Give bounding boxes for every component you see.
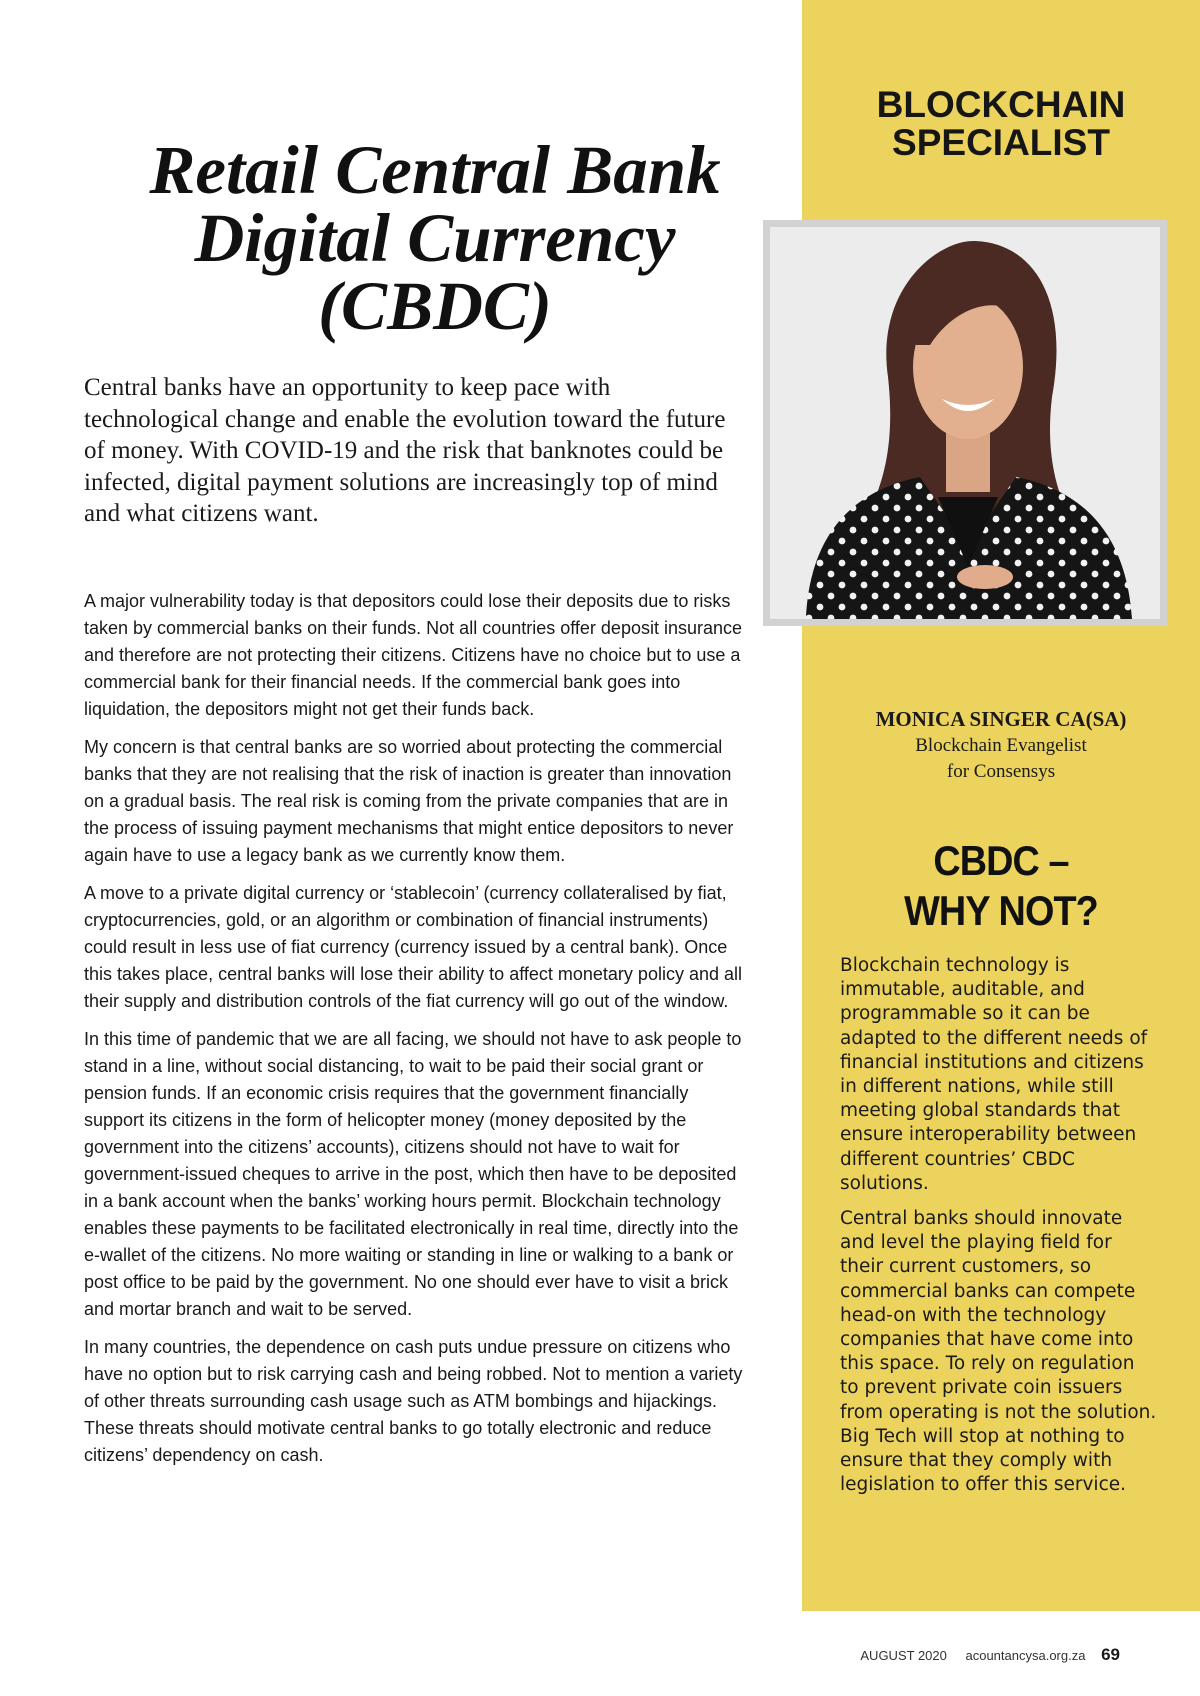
body-paragraph: In many countries, the dependence on cash puts undue pressure on citizens who have no option but to risk carrying cash and being robbed. Not to mention a variety of other threats surrounding cash usage such as ATM bombings and hijackings. These threats should motivate central banks to go totally electronic and reduce citizens’ dependency on cash.: [84, 1337, 743, 1465]
body-paragraph: My concern is that central banks are so worried about protecting the commercial banks that they are not realising that the risk of inaction is greater than innovation on a gradual basis. The real risk is coming from the private companies that are in the process of issuing payment mechanisms that might entice depositors to never again have to use a legacy bank as we currently know them.: [84, 737, 734, 865]
body-paragraph: In this time of pandemic that we are all facing, we should not have to ask people to stand in a line, without social distancing, to wait to be paid their social grant or pension funds. If an economic crisis requires that the government financially support its citizens in the form of helicopter money (money deposited by the government into the citizens’ accounts), citizens should not have to wait for government-issued cheques to arrive in the post, which then have to be deposited in a bank account when the banks’ working hours permit. Blockchain technology enables these payments to be facilitated electronically in real time, directly into the e-wallet of the citizens. No more waiting or standing in line or walking to a bank or post office to be paid by the government. No one should ever have to visit a brick and mortar branch and wait to be served.: [84, 1029, 742, 1319]
box-paragraph: Central banks should innovate and level the playing field for their current customers, so commercial banks can compete head-on with the technology companies that have come into this space. To rely on regulation to prevent private coin issuers from operating is not the solution. Big Tech will stop at nothing to ensure that they comply with legislation to offer this service.: [840, 1208, 1157, 1496]
box-body: [840, 954, 1158, 1508]
box-heading-line: WHY NOT?: [904, 887, 1098, 934]
article-intro: Central banks have an opportunity to keep pace with technological change and enable the evolution toward the future of money. With COVID-19 and the risk that banknotes could be infected, digital payment solutions are increasingly top of mind and what citizens want.: [84, 374, 726, 527]
page-footer: [860, 1645, 1120, 1666]
body-paragraph: A move to a private digital currency or ‘stablecoin’ (currency collateralised by fiat, cryptocurrencies, gold, or an algorithm or combination of financial instruments) could result in less use of fiat currency (currency issued by a central bank). Once this takes place, central banks will lose their ability to affect monetary policy and all their supply and distribution controls of the fiat currency will go out of the window.: [84, 883, 742, 1011]
author-photo: [770, 227, 1160, 619]
body-paragraph: A major vulnerability today is that depositors could lose their deposits due to risks taken by commercial banks on their funds. Not all countries offer deposit insurance and therefore are not protecting their citizens. Citizens have no choice but to use a commercial bank for their financial needs. If the commercial bank goes into liquidation, the depositors might not get their funds back.: [84, 591, 743, 719]
sidebar-heading-line: BLOCKCHAIN: [876, 84, 1126, 125]
article-title: Retail Central Bank Digital Currency (CBDC): [149, 132, 721, 344]
page-number: 69: [1101, 1645, 1120, 1664]
box-heading: [822, 836, 1180, 936]
author-role-line: Blockchain Evangelist: [915, 735, 1087, 756]
author-photo-frame: [763, 220, 1167, 626]
box-paragraph: Blockchain technology is immutable, auditable, and programmable so it can be adapted to the different needs of financial institutions and citizens in different nations, while still meeting global standards that ensure interoperability between different countries’ CBDC solutions.: [840, 955, 1148, 1194]
author-name: MONICA SINGER CA(SA): [875, 707, 1127, 731]
footer-site: acountancysa.org.za: [965, 1648, 1086, 1663]
article-body: [84, 588, 752, 1480]
sidebar-heading-line: SPECIALIST: [892, 122, 1110, 163]
author-role: [802, 733, 1200, 785]
footer-date: AUGUST 2020: [860, 1648, 947, 1663]
box-heading-line: CBDC –: [933, 837, 1069, 884]
sidebar-heading: [802, 86, 1200, 162]
author-role-line: for Consensys: [946, 761, 1056, 782]
